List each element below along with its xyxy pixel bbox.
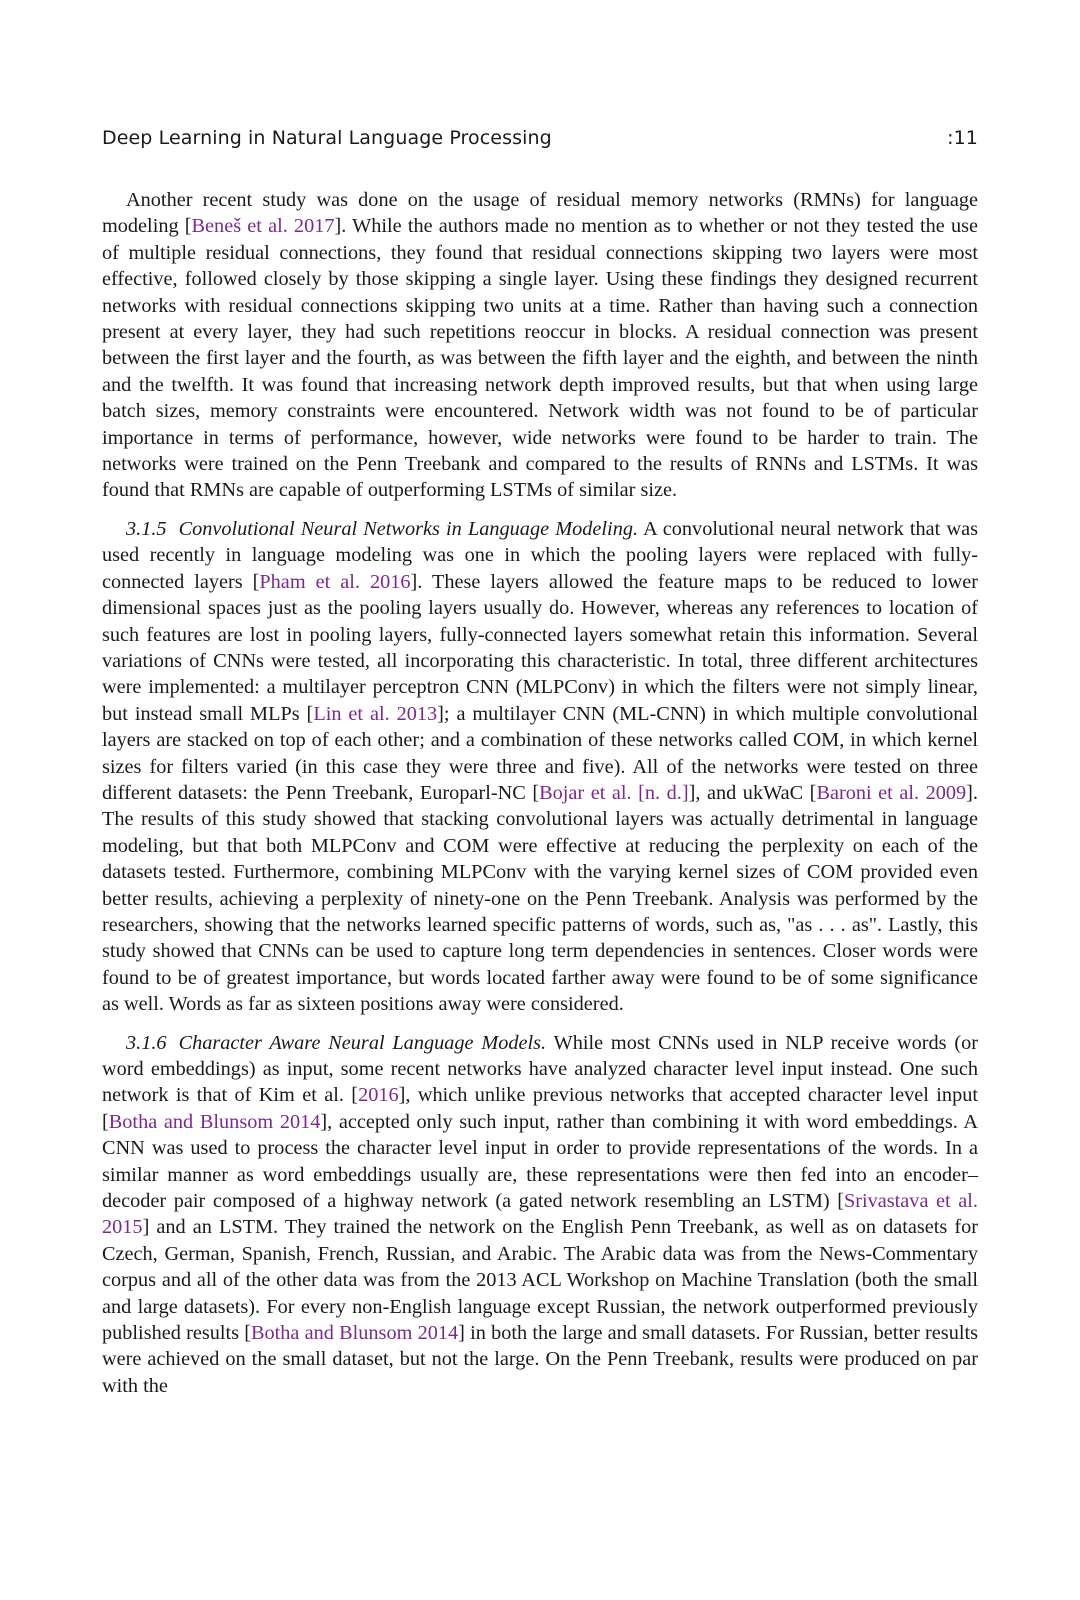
citation-link[interactable]: Botha and Blunsom 2014 [250,1322,459,1345]
paragraph [102,516,978,1018]
citation-link[interactable]: Beneš et al. 2017 [191,215,335,238]
text-run: ]; a multilayer CNN (ML-CNN) in which multiple convolutional layers are stacked on top of each other; and a combination of these networks called COM, in which kernel sizes for filters varied (in this case they were three and five). All of the networks were tested on three different datasets: the Penn Treebank, Europarl-NC [ [102,702,978,804]
text-run: ] in both the large and small datasets. For Russian, better results were achieved on the small dataset, but not the large. On the Penn Treebank, results were produced on par with the [102,1322,978,1397]
citation-link[interactable]: Srivastava et al. 2015 [102,1190,978,1239]
paper-page [102,127,978,1399]
citation-link[interactable]: Bojar et al. [n. d.] [539,781,689,804]
text-run: ]. The results of this study showed that stacking convolutional layers was actually detrimental in language modeling, but that both MLPConv and COM were effective at reducing the perplexity on each of the datasets tested. Furthermore, combining MLPConv with the varying kernel sizes of COM provided even better results, achieving a perplexity of ninety-one on the Penn Treebank. Analysis was performed by the researchers, showing that the networks learned specific patterns of words, such as, "as . . . as". Lastly, this study showed that CNNs can be used to capture long term dependencies in sentences. Closer words were found to be of greatest importance, but words located farther away were found to be of some significance as well. Words as far as sixteen positions away were considered. [102,781,978,1016]
section-number: 3.1.5 [126,517,167,540]
citation-link[interactable]: Lin et al. 2013 [313,702,438,725]
text-run: ], and ukWaC [ [688,781,817,804]
section-number: 3.1.6 [126,1031,167,1054]
text-run: ], accepted only such input, rather than combining it with word embeddings. A CNN was used to process the character level input in order to provide representations of the words. In a similar manner as word embeddings usually are, these representations were then fed into an encoder–decoder pair composed of a highway network (a gated network resembling an LSTM) [ [102,1110,978,1213]
text-run: A convolutional neural network that was used recently in language modeling was one in which the pooling layers were replaced with fully-connected layers [ [102,517,979,593]
section-title: Convolutional Neural Networks in Language Modeling. [178,517,639,540]
paragraph [102,1030,978,1400]
citation-link[interactable]: Pham et al. 2016 [259,570,411,593]
text-run: While most CNNs used in NLP receive words (or word embeddings) as input, some recent networks have analyzed character level input instead. One such network is that of Kim et al. [ [102,1031,978,1107]
paragraph [102,187,978,504]
text-run: Another recent study was done on the usage of residual memory networks (RMNs) for language modeling [ [102,189,978,238]
body-text [102,187,978,1399]
text-run: ] and an LSTM. They trained the network on the English Penn Treebank, as well as on datasets for Czech, German, Spanish, French, Russian, and Arabic. The Arabic data was from the News-Commentary corpus and all of the other data was from the 2013 ACL Workshop on Machine Translation (both the small and large datasets). For every non-English language except Russian, the network outperformed previously published results [ [102,1216,978,1345]
running-title: Deep Learning in Natural Language Processing [102,127,552,149]
running-header [102,127,978,149]
citation-link[interactable]: 2016 [358,1084,399,1107]
text-run: ]. While the authors made no mention as to whether or not they tested the use of multiple residual connections, they found that residual connections skipping two layers were most effective, followed closely by those skipping a single layer. Using these findings they designed recurrent networks with residual connections skipping two units at a time. Rather than having such a connection present at every layer, they had such repetitions reoccur in blocks. A residual connection was present between the first layer and the fourth, as was between the fifth layer and the eighth, and between the ninth and the twelfth. It was found that increasing network depth improved results, but that when using large batch sizes, memory constraints were encountered. Network width was not found to be of particular importance in terms of performance, however, wide networks were found to be harder to train. The networks were trained on the Penn Treebank and compared to the results of RNNs and LSTMs. It was found that RMNs are capable of outperforming LSTMs of similar size. [102,215,978,502]
citation-link[interactable]: Botha and Blunsom 2014 [108,1110,321,1133]
page-number: :11 [947,127,978,149]
text-run: ]. These layers allowed the feature maps to be reduced to lower dimensional spaces just as the pooling layers usually do. However, whereas any references to location of such features are lost in pooling layers, fully-connected layers somewhat retain this information. Several variations of CNNs were tested, all incorporating this characteristic. In total, three different architectures were implemented: a multilayer perceptron CNN (MLPConv) in which the filters were not simply linear, but instead small MLPs [ [102,570,978,725]
section-title: Character Aware Neural Language Models. [178,1031,547,1054]
text-run: ], which unlike previous networks that accepted character level input [ [102,1084,978,1133]
citation-link[interactable]: Baroni et al. 2009 [816,781,967,804]
